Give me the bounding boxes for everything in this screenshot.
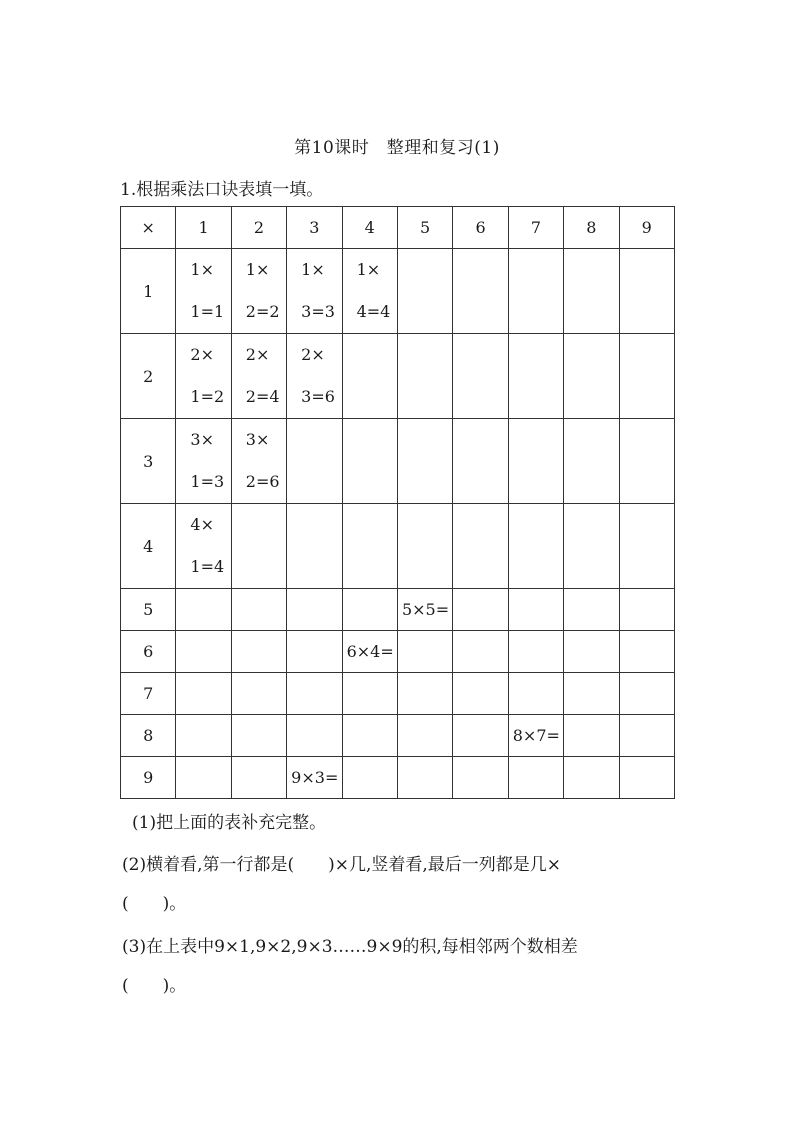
blank-cell[interactable] [453, 249, 508, 334]
cell-line: 4=4 [356, 302, 391, 321]
column-header: 7 [508, 207, 563, 249]
table-row [121, 334, 675, 419]
table-row [121, 504, 675, 589]
cell-line: 1× [245, 260, 270, 279]
blank-cell[interactable] [397, 504, 452, 589]
blank-cell[interactable] [231, 757, 286, 799]
cell-line: 1=3 [190, 472, 225, 491]
cell-line: 2× [190, 345, 214, 364]
blank-cell[interactable] [619, 334, 674, 419]
column-header: 3 [287, 207, 342, 249]
blank-cell[interactable] [176, 589, 231, 631]
blank-cell[interactable] [231, 504, 286, 589]
cell-line: 3× [245, 430, 270, 449]
blank-cell[interactable] [453, 504, 508, 589]
column-header: 8 [564, 207, 619, 249]
multiplication-table [120, 206, 675, 799]
table-cell: 9×3= [287, 757, 342, 799]
column-header: 5 [397, 207, 452, 249]
table-row [121, 715, 675, 757]
cell-line: 1× [301, 260, 325, 279]
column-header: 1 [176, 207, 231, 249]
blank-cell[interactable] [508, 419, 563, 504]
blank-cell[interactable] [176, 757, 231, 799]
cell-line: 3× [190, 430, 214, 449]
table-cell [231, 334, 286, 419]
corner-cell: × [121, 207, 176, 249]
table-cell [176, 334, 231, 419]
blank-cell[interactable] [564, 631, 619, 673]
row-header: 7 [121, 673, 176, 715]
cell-line: 2=2 [245, 302, 280, 321]
blank-cell[interactable] [342, 757, 397, 799]
blank-cell[interactable] [342, 715, 397, 757]
blank-cell[interactable] [508, 673, 563, 715]
blank-cell[interactable] [287, 715, 342, 757]
cell-line: 3=6 [301, 387, 335, 406]
cell-line: 3=3 [301, 302, 335, 321]
blank-cell[interactable] [287, 673, 342, 715]
blank-cell[interactable] [342, 673, 397, 715]
row-header: 4 [121, 504, 176, 589]
question-2-line-2: ( )。 [122, 894, 187, 914]
blank-cell[interactable] [619, 757, 674, 799]
blank-cell[interactable] [564, 419, 619, 504]
table-cell [176, 504, 231, 589]
blank-cell[interactable] [508, 631, 563, 673]
blank-cell[interactable] [453, 673, 508, 715]
blank-cell[interactable] [453, 715, 508, 757]
cell-line: 1=2 [190, 387, 225, 406]
blank-cell[interactable] [231, 631, 286, 673]
cell-line: 1× [356, 260, 381, 279]
blank-cell[interactable] [397, 249, 452, 334]
blank-cell[interactable] [231, 589, 286, 631]
blank-cell[interactable] [397, 419, 452, 504]
blank-cell[interactable] [564, 757, 619, 799]
blank-cell[interactable] [287, 589, 342, 631]
table-cell [231, 249, 286, 334]
question-3-line-2: ( )。 [122, 976, 187, 996]
table-row [121, 631, 675, 673]
blank-cell[interactable] [619, 589, 674, 631]
table-cell: 5×5= [397, 589, 452, 631]
row-header: 3 [121, 419, 176, 504]
question-2-line-1: (2)横着看,第一行都是( )×几,竖着看,最后一列都是几× [122, 855, 562, 875]
page-title: 第10课时 整理和复习(1) [294, 138, 500, 158]
blank-cell[interactable] [564, 589, 619, 631]
exercise-instruction: 1.根据乘法口诀表填一填。 [120, 180, 324, 200]
table-cell [176, 249, 231, 334]
blank-cell[interactable] [564, 504, 619, 589]
blank-cell[interactable] [564, 673, 619, 715]
blank-cell[interactable] [453, 419, 508, 504]
blank-cell[interactable] [453, 589, 508, 631]
blank-cell[interactable] [397, 757, 452, 799]
column-header: 6 [453, 207, 508, 249]
blank-cell[interactable] [619, 419, 674, 504]
row-header: 9 [121, 757, 176, 799]
column-header: 9 [619, 207, 674, 249]
blank-cell[interactable] [508, 334, 563, 419]
blank-cell[interactable] [342, 504, 397, 589]
blank-cell[interactable] [508, 249, 563, 334]
cell-line: 2× [245, 345, 270, 364]
cell-line: 1=1 [190, 302, 225, 321]
table-cell: 6×4= [342, 631, 397, 673]
row-header: 5 [121, 589, 176, 631]
blank-cell[interactable] [453, 631, 508, 673]
blank-cell[interactable] [176, 631, 231, 673]
blank-cell[interactable] [231, 673, 286, 715]
column-header: 4 [342, 207, 397, 249]
table-row [121, 673, 675, 715]
blank-cell[interactable] [397, 334, 452, 419]
blank-cell[interactable] [619, 249, 674, 334]
table-cell [287, 249, 342, 334]
blank-cell[interactable] [453, 334, 508, 419]
table-row [121, 589, 675, 631]
cell-line: 1=4 [190, 557, 225, 576]
row-header: 6 [121, 631, 176, 673]
cell-line: 2× [301, 345, 325, 364]
blank-cell[interactable] [397, 715, 452, 757]
row-header: 2 [121, 334, 176, 419]
blank-cell[interactable] [342, 419, 397, 504]
blank-cell[interactable] [287, 419, 342, 504]
blank-cell[interactable] [619, 673, 674, 715]
blank-cell[interactable] [231, 715, 286, 757]
blank-cell[interactable] [342, 334, 397, 419]
blank-cell[interactable] [508, 589, 563, 631]
table-cell [231, 419, 286, 504]
cell-line: 4× [190, 515, 214, 534]
table-row [121, 419, 675, 504]
blank-cell[interactable] [287, 631, 342, 673]
blank-cell[interactable] [508, 504, 563, 589]
table-row [121, 757, 675, 799]
blank-cell[interactable] [564, 334, 619, 419]
header-row [121, 207, 675, 249]
table-cell: 8×7= [508, 715, 563, 757]
blank-cell[interactable] [508, 757, 563, 799]
table-row [121, 249, 675, 334]
cell-line: 1× [190, 260, 214, 279]
row-header: 8 [121, 715, 176, 757]
cell-line: 2=4 [245, 387, 280, 406]
blank-cell[interactable] [619, 504, 674, 589]
blank-cell[interactable] [397, 631, 452, 673]
blank-cell[interactable] [564, 249, 619, 334]
blank-cell[interactable] [342, 589, 397, 631]
table-cell [342, 249, 397, 334]
blank-cell[interactable] [397, 673, 452, 715]
cell-line: 2=6 [245, 472, 280, 491]
question-1: (1)把上面的表补充完整。 [132, 813, 327, 833]
blank-cell[interactable] [176, 673, 231, 715]
table-cell [176, 419, 231, 504]
column-header: 2 [231, 207, 286, 249]
blank-cell[interactable] [453, 757, 508, 799]
table-cell [287, 334, 342, 419]
blank-cell[interactable] [287, 504, 342, 589]
row-header: 1 [121, 249, 176, 334]
blank-cell[interactable] [176, 715, 231, 757]
blank-cell[interactable] [564, 715, 619, 757]
blank-cell[interactable] [619, 715, 674, 757]
blank-cell[interactable] [619, 631, 674, 673]
question-3-line-1: (3)在上表中9×1,9×2,9×3……9×9的积,每相邻两个数相差 [122, 937, 578, 957]
